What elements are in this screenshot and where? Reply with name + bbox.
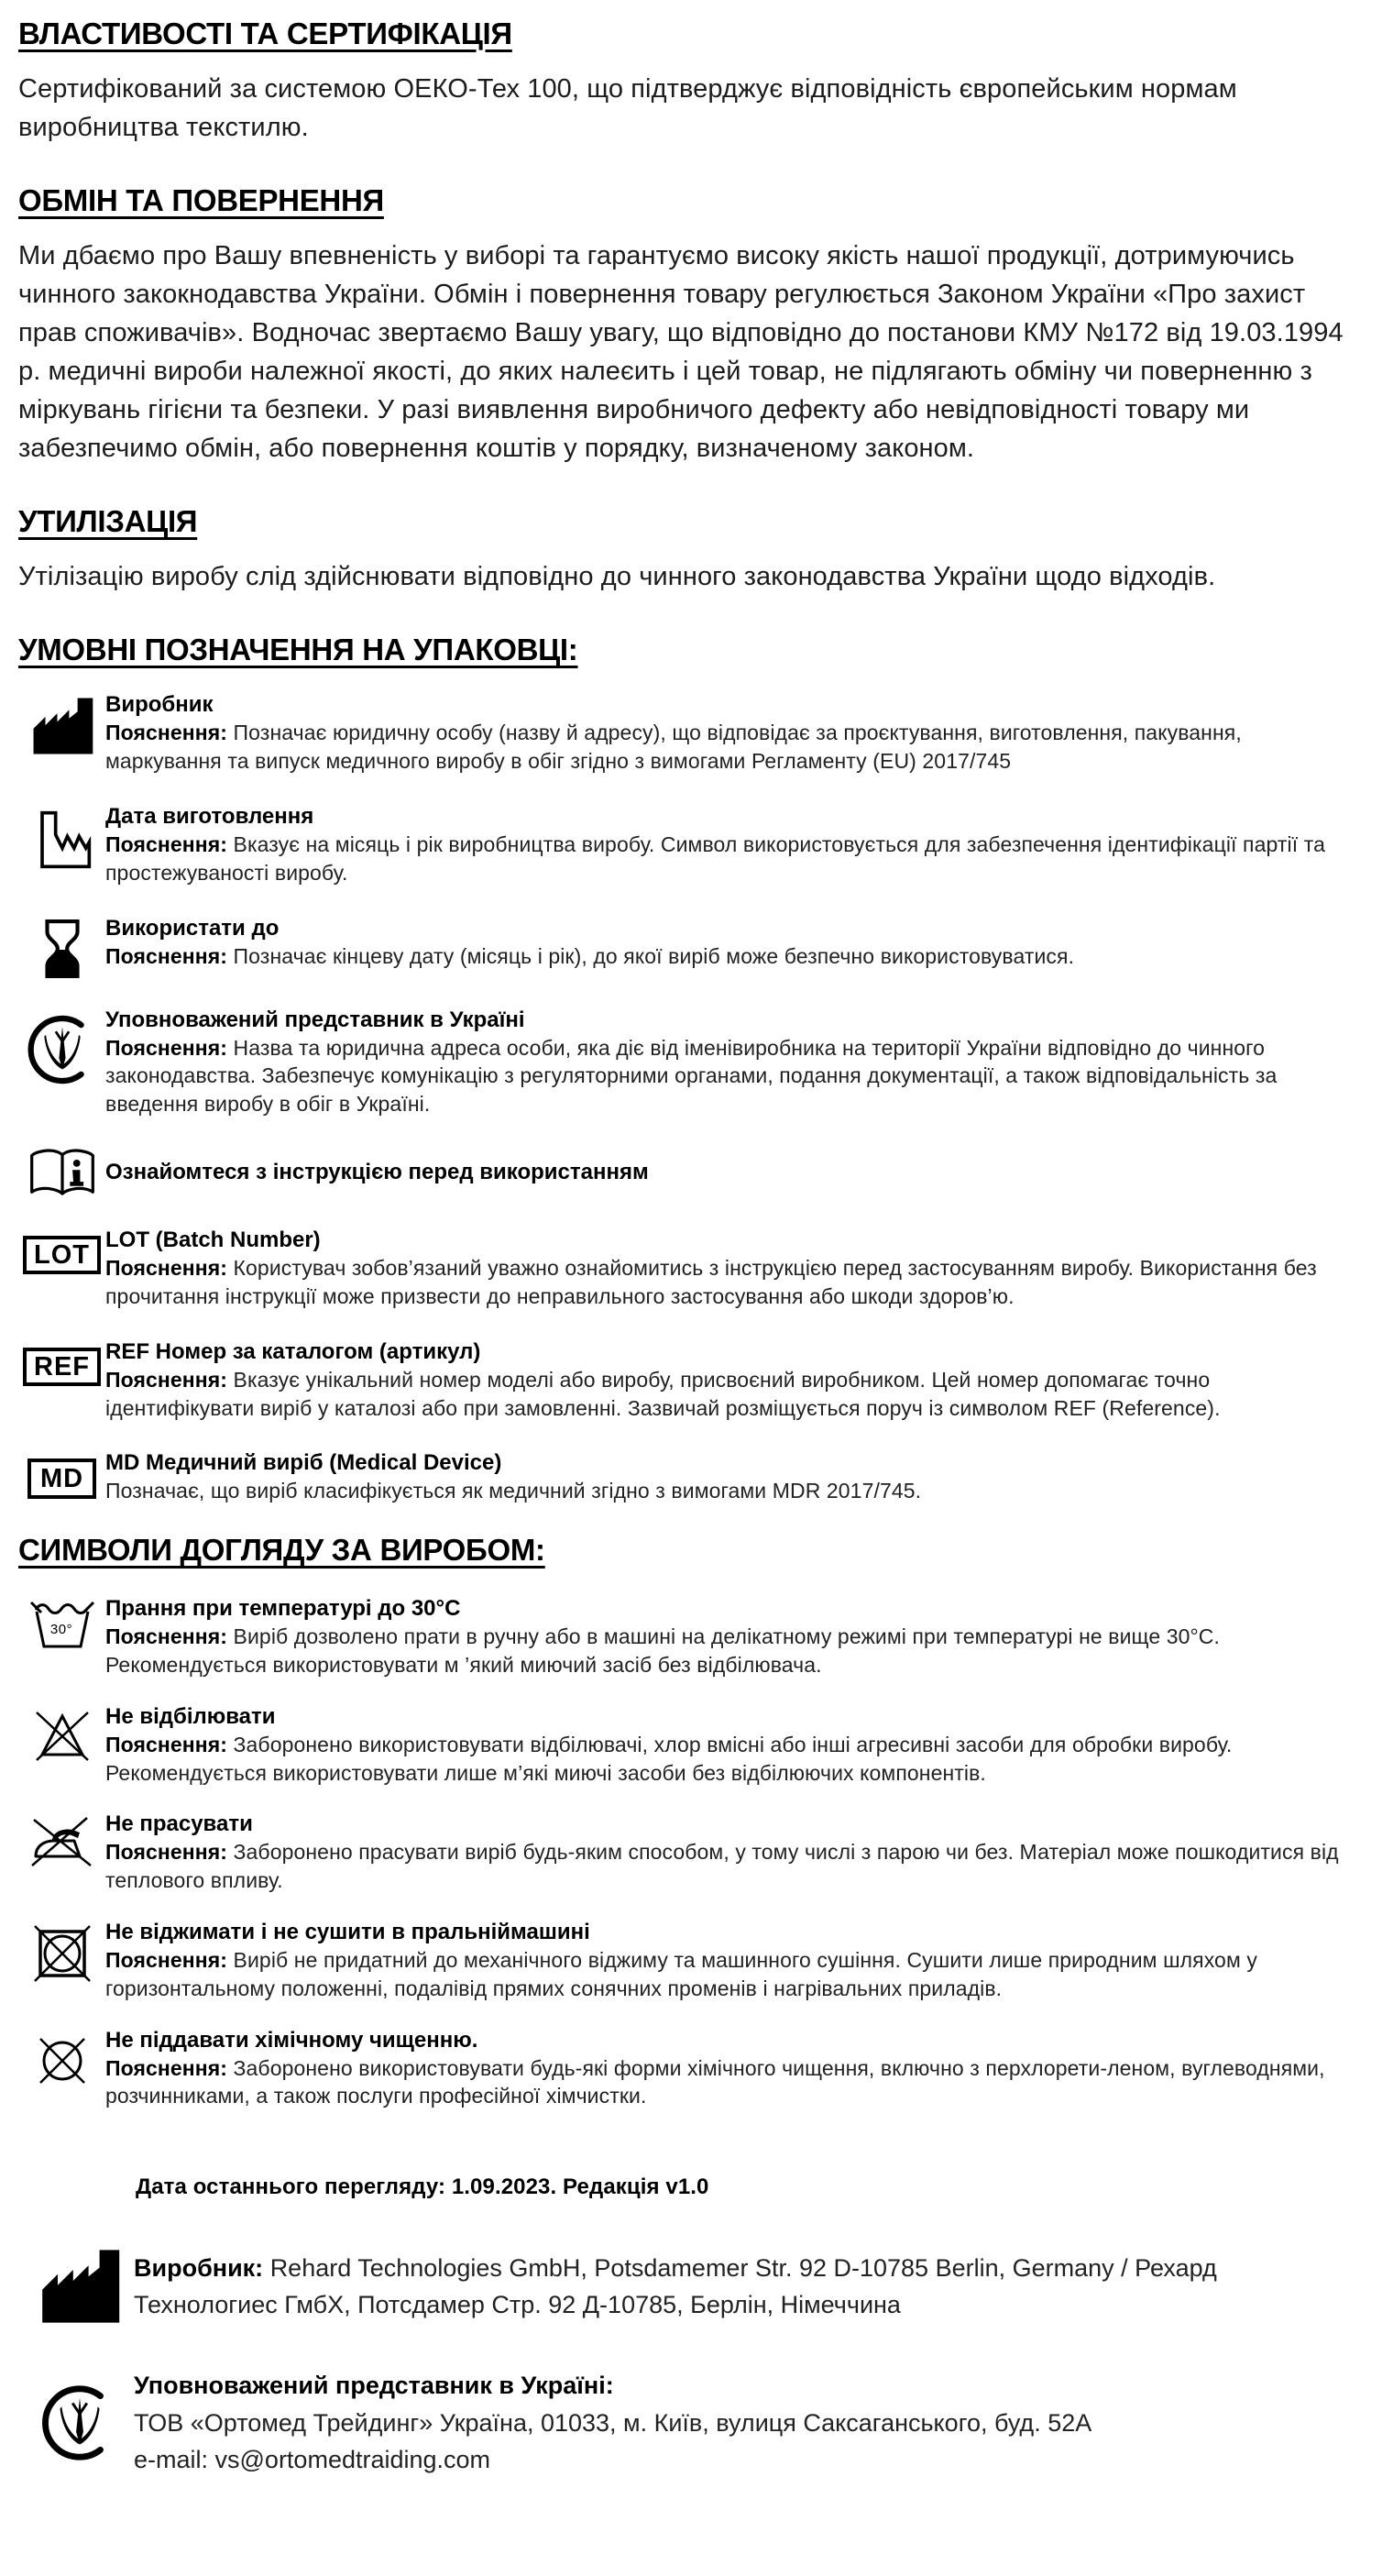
properties-certification-text: Сертифікований за системою ОЕКО-Тех 100, що підтверджує відповідність європейським нормам виробництва текстилю. bbox=[18, 74, 1237, 143]
care-title: Не прасувати bbox=[105, 1811, 253, 1837]
symbol-title: Дата виготовлення bbox=[105, 804, 314, 830]
hourglass-icon bbox=[18, 915, 105, 979]
symbol-explanation bbox=[105, 942, 1362, 971]
symbol-row-ua-representative bbox=[18, 1007, 1367, 1118]
explanation-label: Пояснення: bbox=[105, 1256, 228, 1281]
do-not-wring-tumble-icon bbox=[18, 1919, 105, 2003]
explanation-label: Пояснення: bbox=[105, 1035, 228, 1060]
care-row-no-wring-tumble bbox=[18, 1919, 1367, 2003]
manufacturer-label: Виробник: bbox=[134, 2253, 264, 2282]
care-title: Не віджимати і не сушити в пральніймашині bbox=[105, 1920, 590, 1945]
manufacturer-address: Rehard Technologies GmbH, Potsdamemer Str. 92 D-10785 Berlin, Germany / Рехард Технологиес ГмбХ, Потсдамер Стр. 92 Д-10785, Берлін, Німеччина bbox=[134, 2253, 1217, 2319]
explanation-text: Заборонено використовувати будь-які форми хімічного чищення, включно з перхлорети-леном, вуглеводнями, розчинниками, а також послуги професійної хімчистки. bbox=[105, 2055, 1325, 2108]
care-explanation bbox=[105, 1623, 1362, 1679]
section-packaging-symbols bbox=[18, 633, 1367, 1505]
explanation-text: Вказує унікальний номер моделі або виробу, присвоєний виробником. Цей номер допомагає точно ідентифікувати виріб у каталозі або при замовленні. Зазвичай розміщується поруч із символом REF (Reference). bbox=[105, 1367, 1221, 1420]
care-row-no-iron bbox=[18, 1811, 1367, 1895]
explanation-text: Назва та юридична адреса особи, яка діє від іменівиробника на території України відповідно до чинного законодавства. Забезпечує комунікацію з регуляторними органами, подання документації, а також відповідальність за введення виробу в обіг в Україні. bbox=[105, 1035, 1278, 1117]
explanation-label: Пояснення: bbox=[105, 1367, 228, 1392]
factory-outline-icon bbox=[18, 803, 105, 887]
wash-30-icon bbox=[18, 1595, 105, 1679]
explanation-text: Заборонено використовувати відбілювачі, хлор вмісні або інші агресивні засоби для обробки виробу. Рекомендується використовувати лише м’які миючі засоби без відбілюючих компонентів. bbox=[105, 1732, 1233, 1785]
symbol-title: Ознайомтеся з інструкцією перед використанням bbox=[105, 1160, 649, 1185]
representative-email: e-mail: vs@ortomedtraiding.com bbox=[134, 2446, 491, 2474]
explanation-label: Пояснення: bbox=[105, 2055, 228, 2080]
symbol-explanation bbox=[105, 1254, 1362, 1311]
symbol-title: LOT (Batch Number) bbox=[105, 1227, 321, 1253]
factory-solid-icon bbox=[26, 2248, 134, 2325]
explanation-text: Позначає, що виріб класифікується як медичний згідно з вимогами MDR 2017/745. bbox=[105, 1479, 922, 1503]
ref-badge-text: REF bbox=[23, 1348, 101, 1386]
symbol-explanation bbox=[105, 1477, 1362, 1505]
exchange-returns-text: Ми дбаємо про Вашу впевненість у виборі та гарантуємо високу якість нашої продукції, дотримуючись чинного закокнодавства України. Обмін і повернення товару регулюється Законом України «Про захист прав споживачів». Водночас звертаємо Вашу увагу, що відповідно до постанови КМУ №172 від 19.03.1994 р. медичні вироби належної якості, до яких налеєить і цей товар, не підлягають обміну чи поверненню з міркувань гігієни та безпеки. У разі виявлення виробничого дефекту або невідповідності товару ми забезпечимо обмін, або повернення коштів у порядку, визначеному законом. bbox=[18, 241, 1344, 464]
md-badge-icon bbox=[18, 1449, 105, 1505]
representative-address: ТОВ «Ортомед Трейдинг» Україна, 01033, м. Київ, вулиця Саксаганського, буд. 52А bbox=[134, 2408, 1092, 2437]
care-title: Прання при температурі до 30°С bbox=[105, 1596, 461, 1622]
representative-block bbox=[26, 2367, 1367, 2479]
explanation-label: Пояснення: bbox=[105, 1948, 228, 1973]
lot-badge-text: LOT bbox=[23, 1236, 101, 1274]
care-row-no-bleach bbox=[18, 1703, 1367, 1788]
heading-disposal: УТИЛІЗАЦІЯ bbox=[18, 504, 198, 539]
explanation-text: Заборонено прасувати виріб будь-яким способом, у тому числі з парою чи без. Матеріал може пошкодитися від теплового впливу. bbox=[105, 1840, 1339, 1893]
symbol-row-use-by bbox=[18, 915, 1367, 979]
representative-title: Уповноважений представник в Україні: bbox=[134, 2372, 614, 2400]
section-disposal bbox=[18, 504, 1367, 596]
care-explanation bbox=[105, 1838, 1362, 1895]
explanation-label: Пояснення: bbox=[105, 1624, 228, 1649]
care-explanation bbox=[105, 1731, 1362, 1788]
explanation-text: Вказує на місяць і рік виробництва виробу. Символ використовується для забезпечення ідентифікації партії та простежуваності виробу. bbox=[105, 832, 1325, 885]
symbol-explanation bbox=[105, 719, 1362, 776]
explanation-label: Пояснення: bbox=[105, 943, 228, 968]
do-not-dry-clean-icon bbox=[18, 2027, 105, 2111]
explanation-text: Позначає юридичну особу (назву й адресу), що відповідає за проєктування, виготовлення, пакування, маркування та випуск медичного виробу в обіг згідно з вимогами Регламенту (EU) 2017/745 bbox=[105, 721, 1242, 774]
factory-solid-icon bbox=[18, 691, 105, 776]
care-row-no-dry-clean bbox=[18, 2027, 1367, 2111]
do-not-iron-icon bbox=[18, 1811, 105, 1895]
packaging-symbols-list bbox=[18, 691, 1367, 1505]
symbol-row-manufacture-date bbox=[18, 803, 1367, 887]
explanation-text: Користувач зобов’язаний уважно ознайомитись з інструкцією перед застосуванням виробу. Використання без прочитання інструкції може призвести до неправильного застосування або шкоди здоров’ю. bbox=[105, 1256, 1317, 1308]
symbol-row-md bbox=[18, 1449, 1367, 1505]
heading-care-symbols: СИМВОЛИ ДОГЛЯДУ ЗА ВИРОБОМ: bbox=[18, 1533, 545, 1568]
section-exchange-returns bbox=[18, 183, 1367, 468]
md-badge-text: MD bbox=[27, 1459, 96, 1499]
section-care-symbols bbox=[18, 1533, 1367, 2110]
symbol-explanation bbox=[105, 1366, 1362, 1423]
section-properties-certification bbox=[18, 17, 1367, 147]
symbol-row-ref bbox=[18, 1338, 1367, 1423]
symbol-title: Уповноважений представник в Україні bbox=[105, 1007, 525, 1032]
explanation-text: Виріб дозволено прати в ручну або в машині на делікатному режимі при температурі не вище 30°С. Рекомендується використовувати м ’який миючий засіб без відбілювача. bbox=[105, 1624, 1220, 1677]
symbol-title: Використати до bbox=[105, 915, 280, 941]
ref-badge-icon bbox=[18, 1338, 105, 1423]
symbol-title: Виробник bbox=[105, 692, 214, 718]
explanation-label: Пояснення: bbox=[105, 1732, 228, 1756]
wash-temperature-label: 30° bbox=[49, 1622, 73, 1638]
disposal-text: Утілізацію виробу слід здійснювати відповідно до чинного законодавства України щодо відходів. bbox=[18, 562, 1216, 592]
consult-instructions-icon bbox=[18, 1146, 105, 1199]
trident-conformity-icon bbox=[26, 2380, 134, 2466]
manufacturer-block bbox=[26, 2248, 1367, 2325]
do-not-bleach-icon bbox=[18, 1703, 105, 1788]
explanation-text: Виріб не придатний до механічного віджиму та машинного сушіння. Сушити лише природним шляхом у горизонтальному положенні, подалівід прямих сонячних променів і нагрівальних приладів. bbox=[105, 1948, 1257, 2000]
lot-badge-icon bbox=[18, 1227, 105, 1311]
care-explanation bbox=[105, 2054, 1362, 2111]
heading-properties-certification: ВЛАСТИВОСТІ ТА СЕРТИФІКАЦІЯ bbox=[18, 17, 512, 50]
symbol-explanation bbox=[105, 1034, 1362, 1118]
manufacturer-text bbox=[134, 2250, 1367, 2324]
care-title: Не відбілювати bbox=[105, 1703, 276, 1729]
care-title: Не піддавати хімічному чищенню. bbox=[105, 2027, 478, 2053]
symbol-row-consult-instructions bbox=[18, 1146, 1367, 1199]
care-symbols-list bbox=[18, 1595, 1367, 2110]
explanation-label: Пояснення: bbox=[105, 721, 228, 745]
document-footer bbox=[18, 2174, 1367, 2479]
symbol-row-lot bbox=[18, 1227, 1367, 1311]
explanation-text: Позначає кінцеву дату (місяць і рік), до якої виріб може безпечно використовуватися. bbox=[233, 943, 1075, 968]
explanation-label: Пояснення: bbox=[105, 1840, 228, 1865]
heading-packaging-symbols: УМОВНІ ПОЗНАЧЕННЯ НА УПАКОВЦІ: bbox=[18, 633, 578, 667]
symbol-explanation bbox=[105, 831, 1362, 887]
explanation-label: Пояснення: bbox=[105, 832, 228, 857]
symbol-title: REF Номер за каталогом (артикул) bbox=[105, 1338, 481, 1364]
symbol-title: MD Медичний виріб (Medical Device) bbox=[105, 1450, 502, 1476]
trident-conformity-icon bbox=[18, 1007, 105, 1118]
care-explanation bbox=[105, 1946, 1362, 2003]
revision-line: Дата останнього перегляду: 1.09.2023. Редакція v1.0 bbox=[136, 2174, 709, 2200]
care-row-wash-30 bbox=[18, 1595, 1367, 1679]
symbol-row-manufacturer bbox=[18, 691, 1367, 776]
heading-exchange-returns: ОБМІН ТА ПОВЕРНЕННЯ bbox=[18, 183, 384, 218]
